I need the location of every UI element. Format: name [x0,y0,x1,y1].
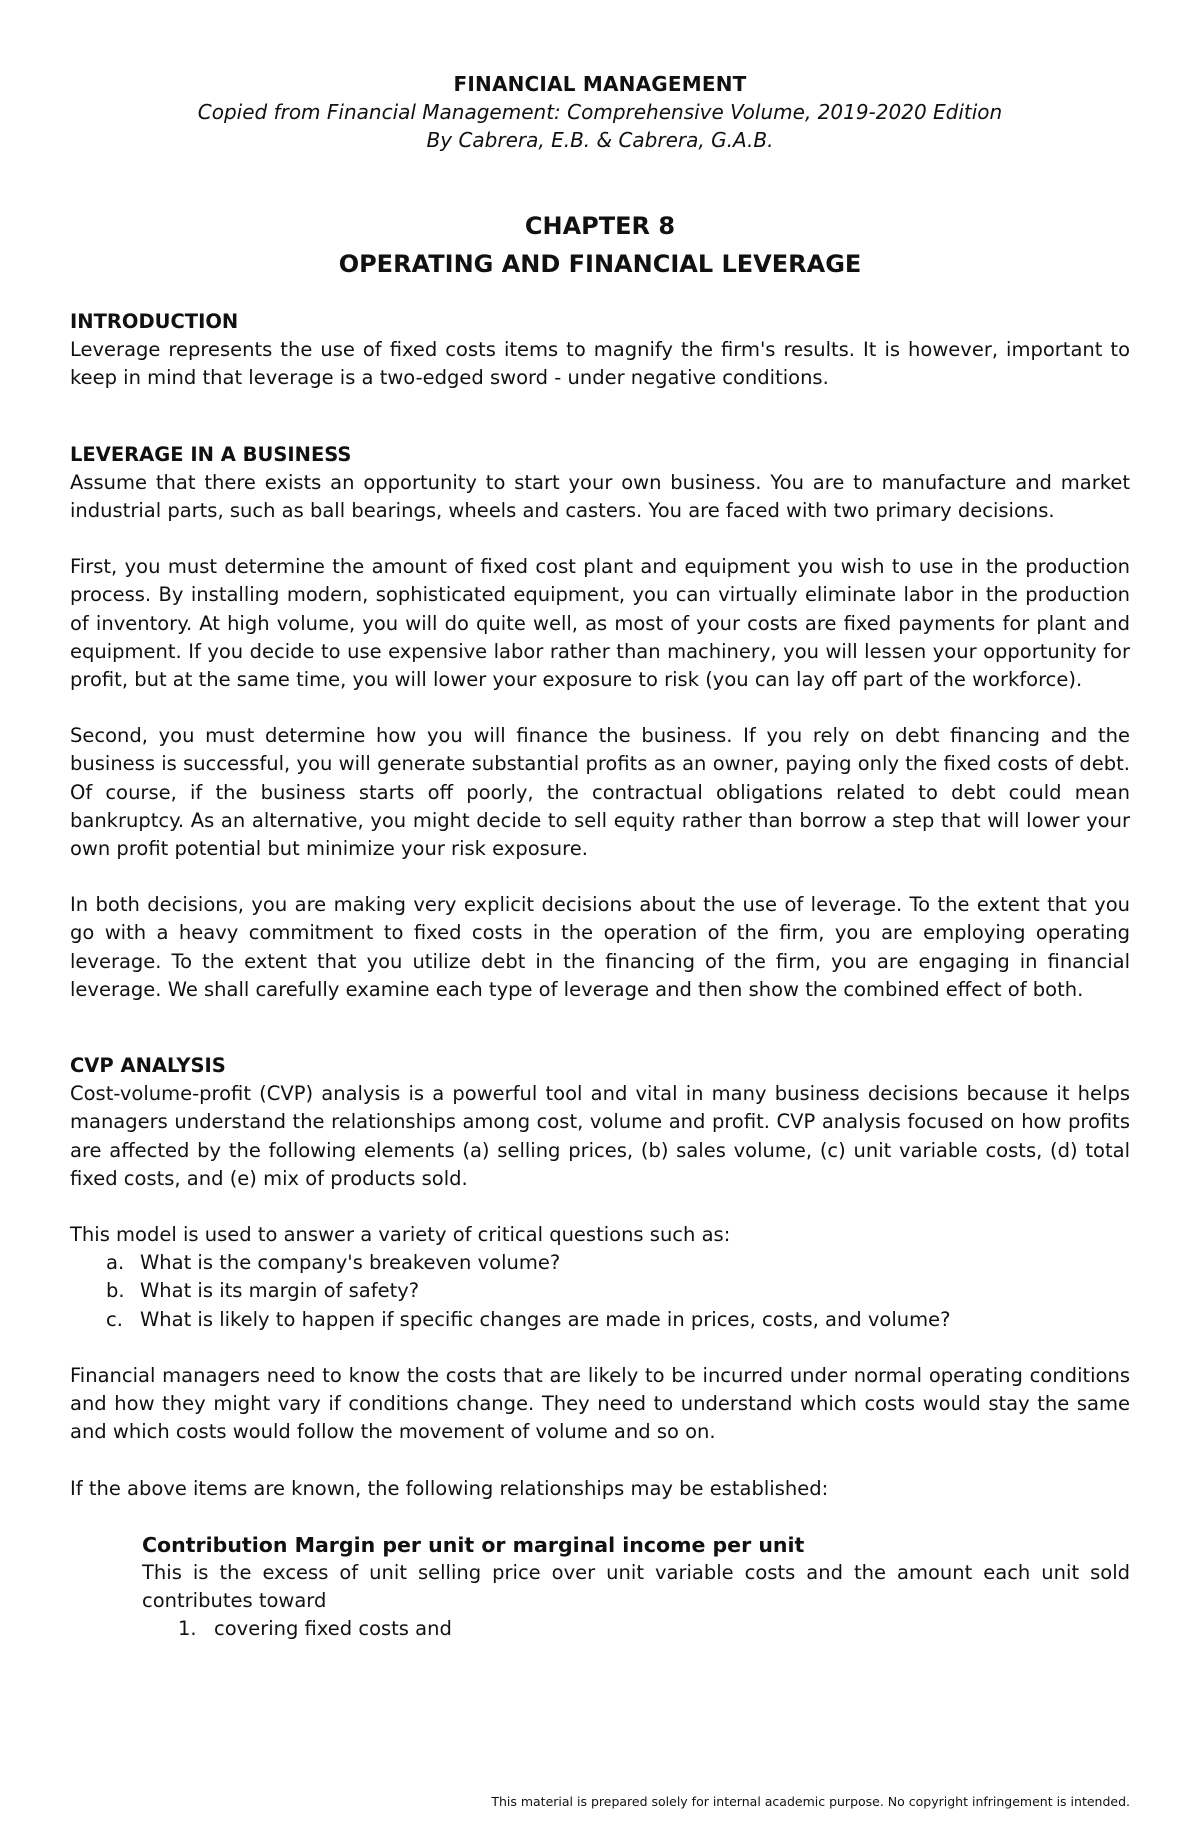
list-item [70,1277,1130,1305]
list-marker: b. [106,1279,125,1303]
leverage-paragraph-1: Assume that there exists an opportunity to start your own business. You are to manufacture and market industrial parts, such as ball bearings, wheels and casters. You are faced with two primary decisions. [70,470,1130,523]
list-marker: c. [106,1307,123,1331]
cvp-questions-list [70,1249,1130,1334]
contribution-margin-paragraph: This is the excess of unit selling price over unit variable costs and the amount each unit sold contributes toward [142,1560,1130,1613]
contribution-margin-list [142,1615,1130,1643]
list-item [142,1615,1130,1643]
contribution-margin-heading: Contribution Margin per unit or marginal income per unit [142,1532,805,1557]
list-item-text: What is likely to happen if specific changes are made in prices, costs, and volume? [140,1307,951,1331]
leverage-paragraph-4: In both decisions, you are making very explicit decisions about the use of leverage. To the extent that you go with a heavy commitment to fixed costs in the operation of the firm, you are employing operating leverage. To the extent that you utilize debt in the financing of the firm, you are engaging in financial leverage. We shall carefully examine each type of leverage and then show the combined effect of both. [70,893,1130,1001]
cvp-intro-paragraph: Cost-volume-profit (CVP) analysis is a powerful tool and vital in many business decisions because it helps managers understand the relationships among cost, volume and profit. CVP analysis focused on how profits are affected by the following elements (a) selling prices, (b) sales volume, (c) unit variable costs, (d) total fixed costs, and (e) mix of products sold. [70,1082,1130,1190]
list-item [70,1306,1130,1334]
document-body [70,308,1130,1644]
list-marker: 1. [178,1617,197,1641]
introduction-heading: INTRODUCTION [70,310,239,333]
authors-line: By Cabrera, E.B. & Cabrera, G.A.B. [426,128,774,152]
cvp-relationships-paragraph: If the above items are known, the following relationships may be established: [70,1476,829,1500]
leverage-paragraph-2: First, you must determine the amount of fixed cost plant and equipment you wish to use in the production process. By installing modern, sophisticated equipment, you can virtually eliminate labor in the production of inventory. At high volume, you will do quite well, as most of your costs are fixed payments for plant and equipment. If you decide to use expensive labor rather than machinery, you will lessen your opportunity for profit, but at the same time, you will lower your exposure to risk (you can lay off part of the workforce). [70,555,1130,692]
leverage-paragraph-3: Second, you must determine how you will finance the business. If you rely on debt financing and the business is successful, you will generate substantial profits as an owner, paying only the fixed costs of debt. Of course, if the business starts off poorly, the contractual obligations related to debt could mean bankruptcy. As an alternative, you might decide to sell equity rather than borrow a step that will lower your own profit potential but minimize your risk exposure. [70,724,1130,861]
chapter-title: OPERATING AND FINANCIAL LEVERAGE [338,250,862,278]
page-footer-disclaimer: This material is prepared solely for internal academic purpose. No copyright infringement is intended. [491,1794,1130,1809]
list-item-text: What is its margin of safety? [140,1279,420,1303]
introduction-paragraph: Leverage represents the use of fixed costs items to magnify the firm's results. It is however, important to keep in mind that leverage is a two-edged sword - under negative conditions. [70,338,1130,390]
leverage-business-heading: LEVERAGE IN A BUSINESS [70,442,352,466]
list-marker: a. [106,1251,125,1275]
list-item [70,1249,1130,1277]
contribution-margin-block [142,1531,1130,1644]
cvp-questions-intro: This model is used to answer a variety of critical questions such as: [70,1223,731,1247]
cvp-heading: CVP ANALYSIS [70,1054,226,1078]
list-item-text: covering fixed costs and [214,1617,452,1641]
list-item-text: What is the company's breakeven volume? [140,1251,561,1275]
source-citation: Copied from Financial Management: Comprehensive Volume, 2019-2020 Edition [197,100,1003,124]
cvp-managers-paragraph: Financial managers need to know the costs that are likely to be incurred under normal operating conditions and how they might vary if conditions change. They need to understand which costs would stay the same and which costs would follow the movement of volume and so on. [70,1363,1130,1444]
course-title: FINANCIAL MANAGEMENT [453,72,747,96]
chapter-number: CHAPTER 8 [524,212,676,240]
